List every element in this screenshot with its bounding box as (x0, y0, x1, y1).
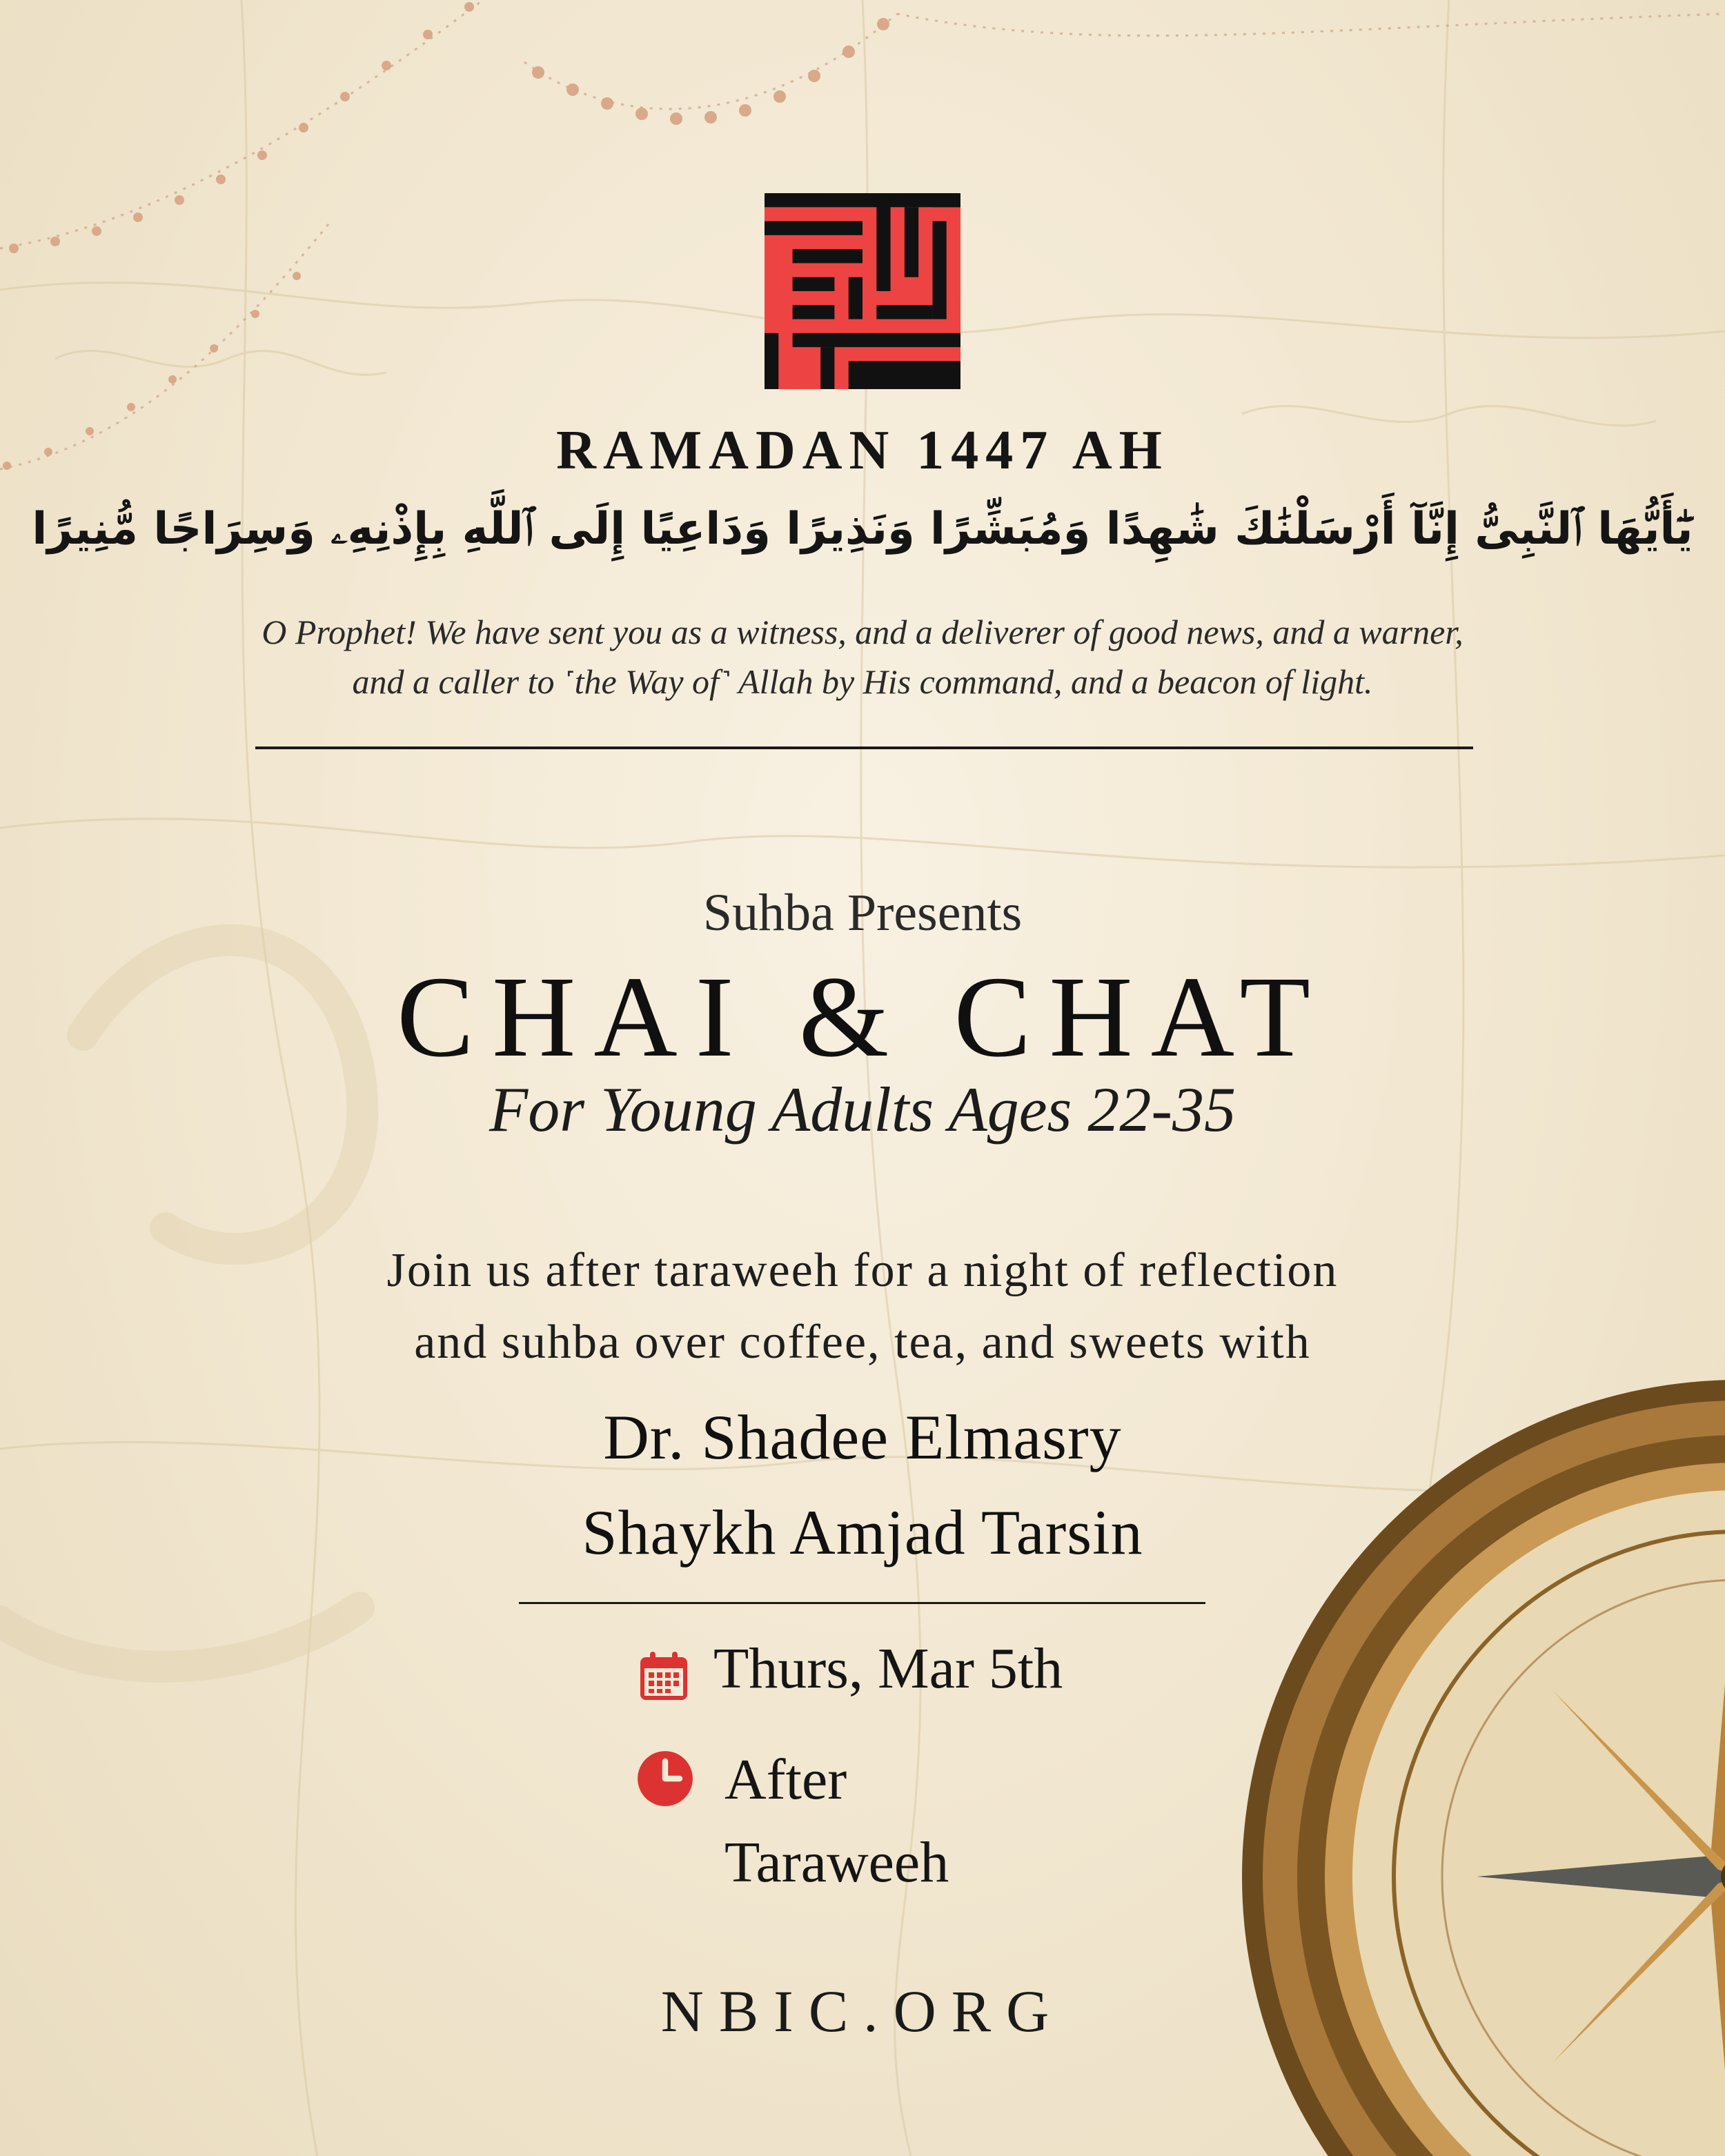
divider-top (255, 746, 1473, 749)
time-text-line-2: Taraweeh (724, 1830, 949, 1895)
square-kufic-logo (765, 193, 960, 389)
website-url: NBIC.ORG (660, 1978, 1065, 2044)
speaker-name: Dr. Shadee Elmasry (603, 1402, 1122, 1472)
garland-lights (3, 2, 889, 470)
quran-verse-translation (0, 607, 1725, 706)
quran-verse-arabic: يَٰٓأَيُّهَا ٱلنَّبِىُّ إِنَّآ أَرْسَلْنَٰكَ شَٰهِدًا وَمُبَشِّرًا وَنَذِيرًا وَدَاعِيًا إِلَى ٱللَّهِ بِإِذْنِهِۦ وَسِرَاجًا مُّنِيرًا (32, 504, 1693, 555)
time-text-line-1: After (724, 1748, 847, 1812)
speaker-name: Shaykh Amjad Tarsin (582, 1497, 1143, 1567)
event-description (0, 1235, 1725, 1378)
date-text: Thurs, Mar 5th (713, 1636, 1063, 1701)
description-line-1: Join us after taraweeh for a night of reflection (386, 1244, 1339, 1297)
clock-icon (636, 1750, 694, 1808)
translation-line-2: and a caller to ˹the Way of˺ Allah by His command, and a beacon of light. (352, 662, 1373, 701)
translation-line-1: O Prophet! We have sent you as a witness, and a deliverer of good news, and a warner, (262, 613, 1463, 651)
description-line-2: and suhba over coffee, tea, and sweets with (414, 1316, 1311, 1369)
ramadan-heading: RAMADAN 1447 AH (556, 420, 1169, 481)
divider-bottom (519, 1602, 1205, 1604)
calendar-icon (636, 1649, 691, 1704)
event-title: CHAI & CHAT (396, 953, 1329, 1081)
audience-text: For Young Adults Ages 22-35 (489, 1074, 1236, 1145)
presenter-text: Suhba Presents (702, 884, 1023, 942)
